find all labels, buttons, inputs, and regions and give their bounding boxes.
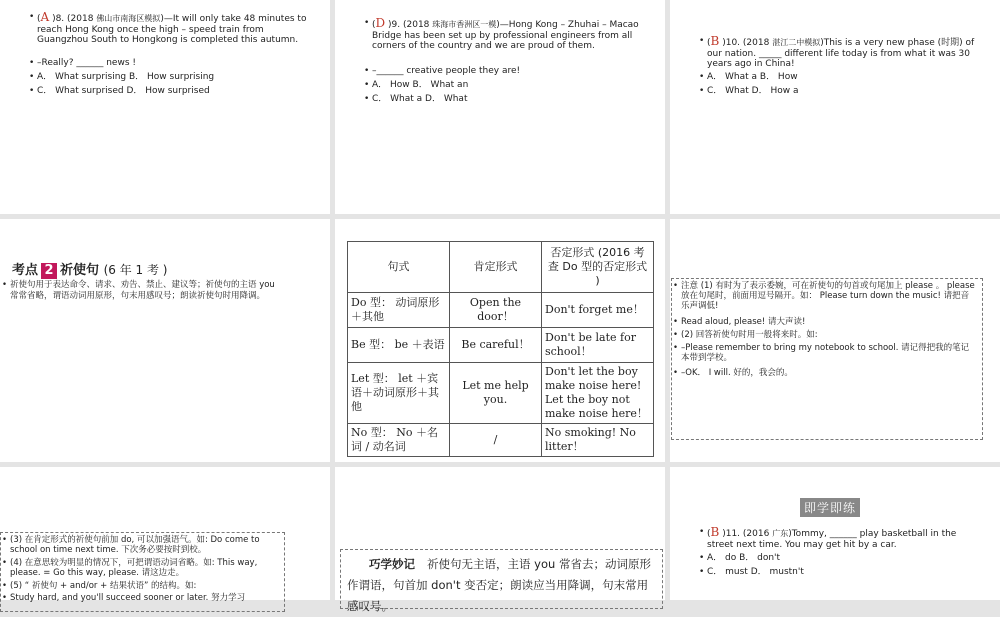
table-cell: Don't be late for school！ [542, 328, 654, 363]
slide-question-10 [670, 0, 1000, 214]
question-9-options-cd: • C． What a D． What [372, 94, 642, 105]
topic-number-badge: 2 [41, 263, 57, 279]
table-header: 句式 [348, 242, 450, 293]
table-row [348, 328, 654, 363]
notes-box [671, 278, 983, 440]
question-9-stem: • (D )9. (2018 珠海市香洲区一模)—Hong Kong – Zhuhai – Macao Bridge has been set up by professional engineers from all corners of the country and we are proud of them. [372, 18, 647, 52]
table-row [348, 424, 654, 457]
table-cell: Open the door！ [450, 293, 542, 328]
topic-title: 考点 2 祈使句 (6 年 1 考 ) [12, 262, 168, 278]
slide-notes-2 [0, 467, 330, 603]
note-item: • (5) “ 祈使句 + and/or + 结果状语” 的结构。如: [10, 581, 280, 592]
practice-label: 即学即练 [800, 498, 860, 517]
slide-question-8 [0, 0, 330, 214]
memory-tip-text: 祈使句无主语，主语 you 常省去；动词原形作谓语，句首加 don't 变否定；朗读应当用降调，句末常用感叹号。 [347, 557, 651, 613]
question-8-stem: • (A )8. (2018 佛山市南海区模拟)—It will only take 48 minutes to reach Hong Kong once the high – speed train from Guangzhou South to Hongkong is completed this autumn. [37, 12, 312, 46]
table-cell: Let 型： let ＋宾语＋动词原形＋其他 [348, 363, 450, 424]
question-8-reply: • –Really? ______ news ! [37, 58, 307, 69]
memory-tip-box [340, 549, 663, 613]
table-cell: No 型： No ＋名词 / 动名词 [348, 424, 450, 457]
table-row [348, 363, 654, 424]
table-row [348, 293, 654, 328]
note-item: • (2) 回答祈使句时用一般将来时。如: [681, 330, 976, 341]
notes-box [0, 532, 285, 612]
memory-tip-title: 巧学妙记 [369, 557, 415, 571]
table-cell: Don't let the boy make noise here! Let the boy not make noise here！ [542, 363, 654, 424]
table-cell: Let me help you. [450, 363, 542, 424]
question-10-stem: • (B )10. (2018 湛江二中模拟)This is a very new phase (时期) of our nation. _____ different life today is from what it was 30 years ago in China! [707, 36, 982, 70]
answer-8: A [40, 10, 50, 24]
note-item: • –OK． I will. 好的，我会的。 [681, 368, 976, 379]
table-cell: Be 型： be ＋表语 [348, 328, 450, 363]
question-11-options-ab: • A． do B． don't [707, 553, 977, 564]
table-header-row [348, 242, 654, 293]
slide-memory-tip [335, 467, 665, 613]
table-header: 肯定形式 [450, 242, 542, 293]
table-cell: / [450, 424, 542, 457]
question-11-stem: • (B )11. (2016 广东)Tommy, ______ play basketball in the street next time. You may get hit by a car. [707, 527, 982, 550]
answer-11: B [710, 525, 720, 539]
question-8-options-ab: • A． What surprising B． How surprising [37, 72, 307, 83]
note-item: • (3) 在肯定形式的祈使句前加 do, 可以加强语气。如: Do come to school on time next time. 下次务必要按时到校。 [10, 535, 280, 555]
slide-topic-imperatives [0, 219, 330, 462]
slide-notes-1 [670, 219, 1000, 462]
question-9-options-ab: • A． How B． What an [372, 80, 642, 91]
question-10-options-ab: • A． What a B． How [707, 72, 977, 83]
question-11-options-cd: • C． must D． mustn't [707, 567, 977, 578]
note-item: • Study hard, and you'll succeed sooner or later. 努力学习 [10, 593, 280, 604]
question-9-reply: • –______ creative people they are! [372, 66, 642, 77]
question-10-options-cd: • C． What D． How a [707, 86, 977, 97]
slide-question-9 [335, 0, 665, 214]
table-header: 否定形式 (2016 考查 Do 型的否定形式 ) [542, 242, 654, 293]
table-cell: Be careful！ [450, 328, 542, 363]
question-8-options-cd: • C． What surprised D． How surprised [37, 86, 307, 97]
imperative-forms-table [347, 241, 654, 457]
note-item: • –Please remember to bring my notebook to school. 请记得把我的笔记本带到学校。 [681, 343, 976, 363]
note-item: • (4) 在意思较为明显的情况下，可把谓语动词省略。如: This way, please. = Go this way, please. 请这边走。 [10, 558, 280, 578]
note-item: • Read aloud, please! 请大声读! [681, 317, 976, 328]
answer-9: D [375, 16, 386, 30]
table-cell: No smoking! No litter！ [542, 424, 654, 457]
table-cell: Don't forget me！ [542, 293, 654, 328]
slide-practice [670, 467, 1000, 600]
topic-description: • 祈使句用于表达命令、请求、劝告、禁止、建议等；祈使句的主语 you 常常省略，谓语动词用原形，句末用感叹号；朗读祈使句时用降调。 [10, 280, 282, 301]
note-item: • 注意 (1) 有时为了表示委婉，可在祈使句的句首或句尾加上 please 。 please 放在句尾时，前面用逗号隔开。如： Please turn down the music! 请把音乐声调低! [681, 281, 976, 311]
answer-10: B [710, 34, 720, 48]
slide-imperative-table [335, 219, 665, 462]
table-cell: Do 型： 动词原形＋其他 [348, 293, 450, 328]
